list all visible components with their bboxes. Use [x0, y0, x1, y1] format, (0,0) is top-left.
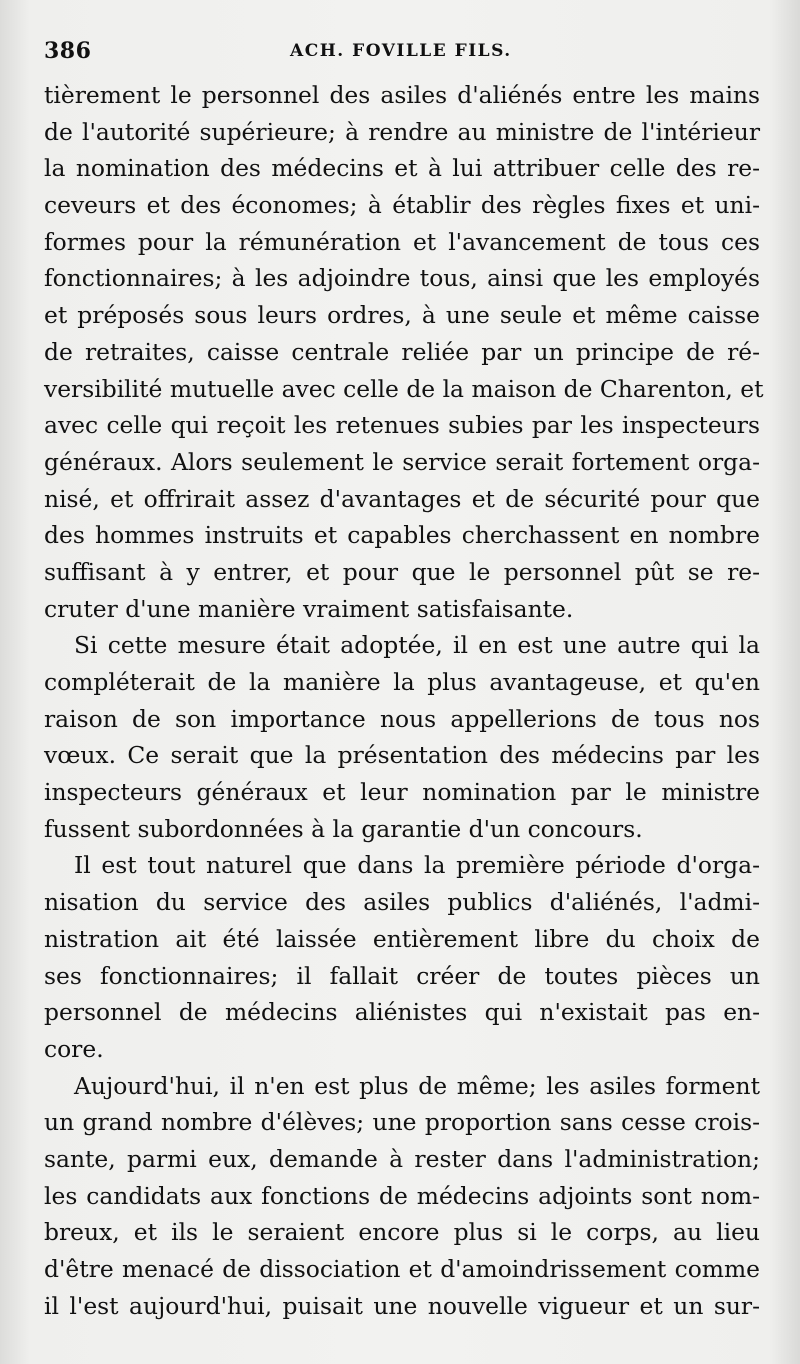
text-line: breux, et ils le seraient encore plus si le corps, au lieu — [44, 1218, 760, 1247]
text-line: ses fonctionnaires; il fallait créer de toutes pièces un — [44, 961, 760, 990]
text-line: compléterait de la manière la plus avantageuse, et qu'en — [44, 668, 760, 696]
text-line: cruter d'une manière vraiment satisfaisante. — [44, 594, 574, 623]
text-line: Si cette mesure était adoptée, il en est une autre qui la — [74, 631, 760, 660]
text-line: versibilité mutuelle avec celle de la maison de Charenton, et — [44, 374, 764, 403]
text-line: de l'autorité supérieure; à rendre au ministre de l'intérieur — [44, 117, 760, 146]
text-line: raison de son importance nous appellerions de tous nos — [44, 704, 760, 733]
text-line: généraux. Alors seulement le service serait fortement orga- — [44, 447, 760, 476]
page-number: 386 — [44, 38, 92, 64]
text-line: fussent subordonnées à la garantie d'un concours. — [44, 814, 643, 843]
running-head: ACH. FOVILLE FILS. — [290, 41, 512, 61]
text-line: avec celle qui reçoit les retenues subies par les inspecteurs — [44, 411, 760, 440]
text-line: inspecteurs généraux et leur nomination par le ministre — [44, 778, 760, 807]
text-line: formes pour la rémunération et l'avancement de tous ces — [44, 227, 760, 256]
text-line: personnel de médecins aliénistes qui n'existait pas en- — [44, 998, 760, 1027]
text-line: un grand nombre d'élèves; une proportion sans cesse crois- — [44, 1108, 760, 1137]
text-line: sante, parmi eux, demande à rester dans l'administration; — [44, 1144, 760, 1173]
text-line: la nomination des médecins et à lui attribuer celle des re- — [44, 154, 760, 183]
text-line: Aujourd'hui, il n'en est plus de même; les asiles forment — [74, 1071, 760, 1100]
text-line: il l'est aujourd'hui, puisait une nouvelle vigueur et un sur- — [44, 1291, 760, 1320]
text-line: tièrement le personnel des asiles d'aliénés entre les mains — [44, 81, 760, 109]
text-line: d'être menacé de dissociation et d'amoindrissement comme — [44, 1255, 760, 1283]
text-line: de retraites, caisse centrale reliée par un principe de ré- — [44, 337, 760, 366]
text-line: nisation du service des asiles publics d'aliénés, l'admi- — [44, 888, 760, 917]
text-line: Il est tout naturel que dans la première période d'orga- — [74, 851, 760, 880]
text-line: nistration ait été laissée entièrement libre du choix de — [44, 924, 760, 953]
text-line: et préposés sous leurs ordres, à une seule et même caisse — [44, 301, 760, 330]
text-line: nisé, et offrirait assez d'avantages et de sécurité pour que — [44, 484, 760, 513]
text-line: vœux. Ce serait que la présentation des médecins par les — [44, 741, 760, 770]
text-line: les candidats aux fonctions de médecins adjoints sont nom- — [44, 1181, 760, 1210]
text-line: suffisant à y entrer, et pour que le personnel pût se re- — [44, 557, 760, 586]
text-line: fonctionnaires; à les adjoindre tous, ainsi que les employés — [44, 264, 760, 293]
text-line: des hommes instruits et capables cherchassent en nombre — [44, 521, 760, 550]
text-line: ceveurs et des économes; à établir des règles fixes et uni- — [44, 191, 760, 220]
body-text — [44, 77, 764, 1324]
text-line: core. — [44, 1034, 104, 1063]
page-header — [44, 38, 764, 68]
